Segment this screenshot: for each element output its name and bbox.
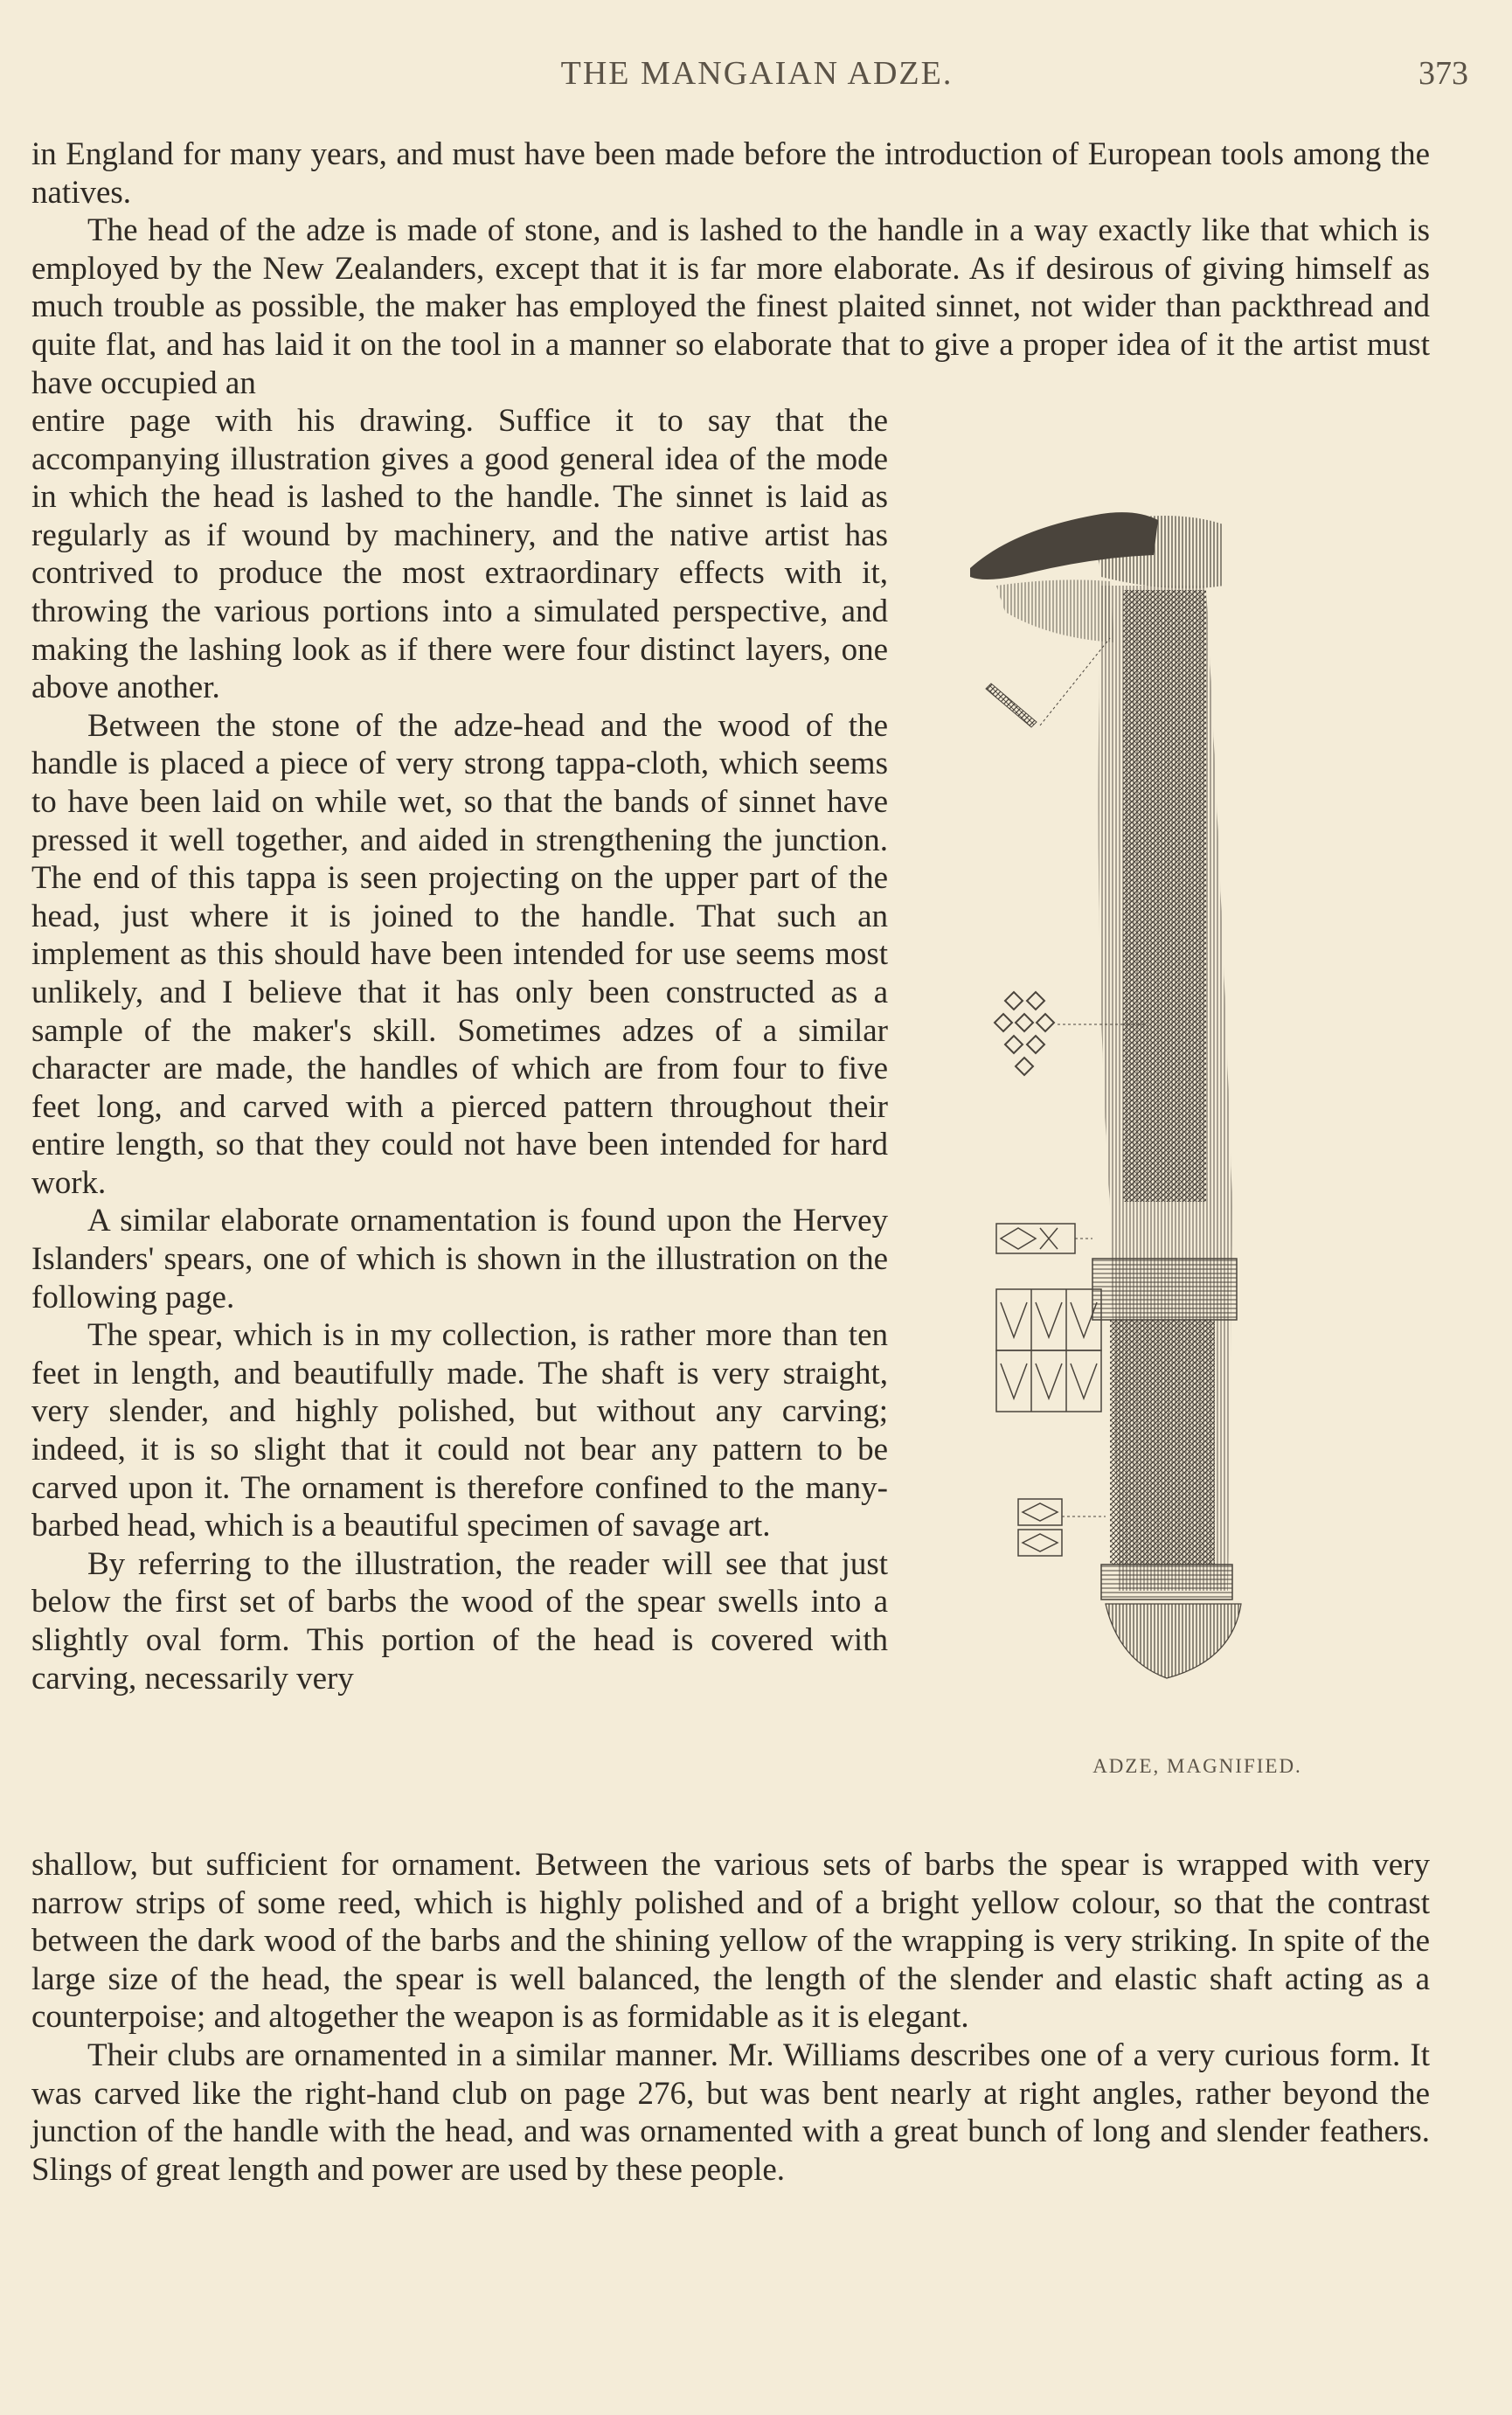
paragraph-tappa: Between the stone of the adze-head and the wood of the handle is placed a piece of very strong tappa-cloth, which seems to have been laid on while wet, so that the bands of sinnet have pressed it well together, and aided in strengthening the junction. The end of this tappa is seen projecting on the upper part of the head, just where it is joined to the handle. That such an implement as this should have been intended for use seems most unlikely, and I believe that it has only been constructed as a sample of the maker's skill. Sometimes adzes of a similar character are made, the handles of which are from four to five feet long, and carved with a pierced pattern throughout their entire length, so that they could not have been intended for hard work. [31, 707, 888, 1201]
paragraph-spear-collection: The spear, which is in my collection, is rather more than ten feet in length, and beautifully made. The shaft is very straight, very slender, and highly polished, but without any carving; indeed, it is so slight that it could not bear any pattern to be carved upon it. The ornament is therefore confined to the many-barbed head, which is a beautiful specimen of savage art. [31, 1317, 888, 1544]
paragraph-adze-head: The head of the adze is made of stone, and is lashed to the handle in a way exactly like that which is employed by the New Zealanders, except that it is far more elaborate. As if desirous of giving himself as much trouble as possible, the maker has employed the finest plaited sinnet, not wider than packthread and quite flat, and has laid it on the tool in a manner so elaborate that to give a proper idea of it the artist must have occupied an [31, 212, 1430, 401]
column-text-block [31, 402, 888, 1697]
paragraph-wrapping: shallow, but sufficient for ornament. Between the various sets of barbs the spear is wrapped with very narrow strips of some reed, which is highly polished and of a bright yellow colour, so that the contrast between the dark wood of the barbs and the shining yellow of the wrapping is very striking. In spite of the large size of the head, the spear is well balanced, the length of the slender and elastic shaft acting as a counterpoise; and altogether the weapon is as formidable as it is elegant. [31, 1847, 1430, 2036]
lower-band [1101, 1565, 1232, 1600]
tappa-cloth [996, 579, 1114, 642]
triangle-grid-detail [996, 1289, 1101, 1412]
chevron-band-detail [996, 1224, 1075, 1253]
diamond-pattern-detail [995, 992, 1054, 1075]
small-diamond-detail [1018, 1499, 1062, 1556]
adze-engraving [961, 489, 1416, 1774]
paragraph-illustration: entire page with his drawing. Suffice it to say that the accompanying illustration gives a good general idea of the mode in which the head is lashed to the handle. The sinnet is laid as regularly as if wound by machinery, and the native artist has contrived to produce the most extraordinary effects with it, throwing the various portions into a simulated perspective, and making the lashing look as if there were four distinct layers, one above another. [31, 403, 888, 706]
paragraph-clubs: Their clubs are ornamented in a similar manner. Mr. Williams describes one of a very curious form. It was carved like the right-hand club on page 276, but was bent nearly at right angles, rather beyond the junction of the handle with the head, and was ornamented with a great bunch of long and slender feathers. Slings of great length and power are used by these people. [31, 2037, 1430, 2188]
adze-figure [961, 489, 1416, 1774]
figure-caption: ADZE, MAGNIFIED. [1092, 1755, 1302, 1777]
running-title: THE MANGAIAN ADZE. [560, 55, 954, 92]
page-number: 373 [1418, 55, 1468, 92]
sinnet-detail-strip [986, 684, 1037, 727]
top-text-block [31, 135, 1430, 402]
adze-head-lashing [1092, 516, 1224, 588]
paragraph-spears: A similar elaborate ornamentation is found upon the Hervey Islanders' spears, one of which is shown in the illustration on the following page. [31, 1203, 888, 1315]
paragraph-continuation: in England for many years, and must have been made before the introduction of European tools among the natives. [31, 136, 1430, 211]
handle-lashing [1123, 590, 1206, 1202]
lashing-band [1092, 1259, 1237, 1320]
adze-handle-butt [1106, 1604, 1241, 1678]
running-head [31, 54, 1468, 98]
bottom-text-block [31, 1846, 1430, 2189]
paragraph-barbs: By referring to the illustration, the reader will see that just below the first set of barbs the wood of the spear swells into a slightly oval form. This portion of the head is covered with carving, necessarily very [31, 1545, 888, 1697]
